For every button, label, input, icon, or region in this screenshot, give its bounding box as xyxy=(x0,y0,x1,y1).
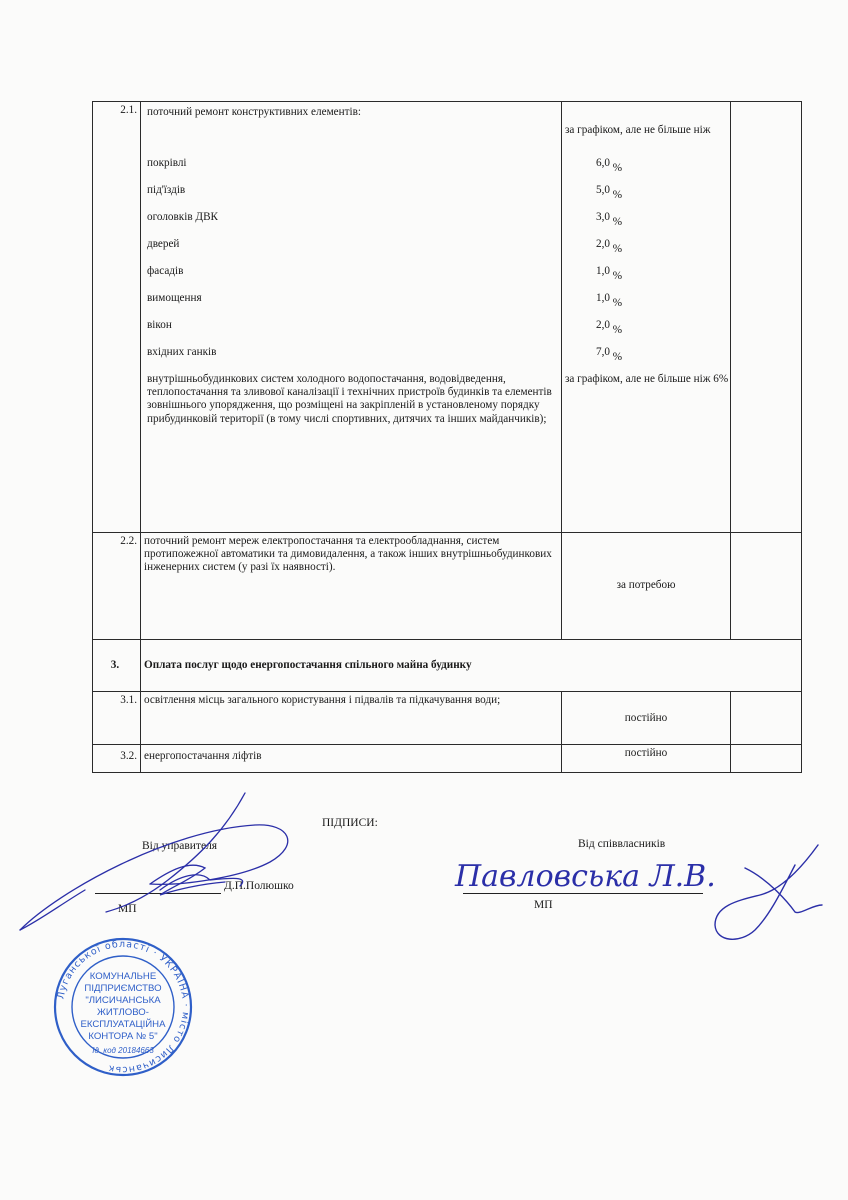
row-description: енергопостачання ліфтів xyxy=(141,745,562,773)
item-value: 5,0 % xyxy=(596,184,623,201)
item-label: вимощення xyxy=(147,292,202,304)
manager-name: Д.П.Полюшко xyxy=(224,880,294,892)
row-number: 2.2. xyxy=(93,533,141,640)
item-value: 3,0 % xyxy=(596,211,623,228)
item-value: 6,0 % xyxy=(596,157,623,174)
systems-term: за графіком, але не більше ніж 6% xyxy=(565,373,729,385)
item-value: 1,0 % xyxy=(596,265,623,282)
signatures-heading: ПІДПИСИ: xyxy=(322,817,378,829)
owners-label: Від співвласників xyxy=(578,838,666,850)
item-value: 1,0 % xyxy=(596,292,623,309)
item-label: під'їздів xyxy=(147,184,186,196)
stamp-ring-text: Луганської області · УКРАЇНА · місто Лисичанськ xyxy=(55,938,192,1076)
item-label: вхідних ганків xyxy=(147,346,217,358)
section-heading: Оплата послуг щодо енергопостачання спільного майна будинку xyxy=(141,640,802,692)
row-term: постійно xyxy=(562,745,731,773)
manager-signature-scribble xyxy=(20,793,288,930)
manager-label: Від управителя xyxy=(142,840,218,852)
official-stamp xyxy=(52,936,194,1078)
stamp-line: ПІДПРИЄМСТВО xyxy=(84,983,162,994)
owner-handwriting: Павловська Л.В. xyxy=(455,859,716,894)
stamp-line: КОНТОРА № 5" xyxy=(88,1031,158,1042)
stamp-line: ЖИТЛОВО- xyxy=(97,1007,149,1018)
owner-signature-scribble xyxy=(715,845,822,939)
item-value: 2,0 % xyxy=(596,238,623,255)
item-label: дверей xyxy=(147,238,180,250)
row-number: 3. xyxy=(93,640,141,692)
row-number: 3.2. xyxy=(93,745,141,773)
schedule-label: за графіком, але не більше ніж xyxy=(565,124,711,136)
item-label: оголовків ДВК xyxy=(147,211,218,223)
mp-right: МП xyxy=(534,899,553,911)
stamp-line: "ЛИСИЧАНСЬКА xyxy=(85,995,161,1006)
stamp-line: КОМУНАЛЬНЕ xyxy=(89,971,157,982)
mp-left: МП xyxy=(118,903,137,915)
item-label: фасадів xyxy=(147,265,184,277)
row-description: поточний ремонт мереж електропостачання та електрообладнання, систем протипожежної автоматики та димовидалення, а також інших внутрішньобудинкових інженерних систем (у разі їх наявності). xyxy=(141,533,562,640)
row-description: освітлення місць загального користування і підвалів та підкачування води; xyxy=(141,692,562,745)
row-term: постійно xyxy=(562,692,731,745)
stamp-line: ЕКСПЛУАТАЦІЙНА xyxy=(80,1019,166,1030)
row-number: 2.1. xyxy=(93,102,141,533)
row-title: поточний ремонт конструктивних елементів: xyxy=(147,106,361,118)
item-label: вікон xyxy=(147,319,172,331)
item-label: покрівлі xyxy=(147,157,187,169)
row-number: 3.1. xyxy=(93,692,141,745)
item-value: 2,0 % xyxy=(596,319,623,336)
stamp-code: Ід. код 20184663 xyxy=(92,1046,154,1055)
row-term: за потребою xyxy=(562,533,731,640)
systems-text: внутрішньобудинкових систем холодного водопостачання, водовідведення, теплопостачання та зливової каналізації і технічних пристроїв будинків та елементів зовнішнього упорядження, що розміщені на закріпленій в установленому порядку прибудинковій території (в тому числі спортивних, дитячих та інших майданчиків); xyxy=(147,373,552,425)
item-value: 7,0 % xyxy=(596,346,623,363)
